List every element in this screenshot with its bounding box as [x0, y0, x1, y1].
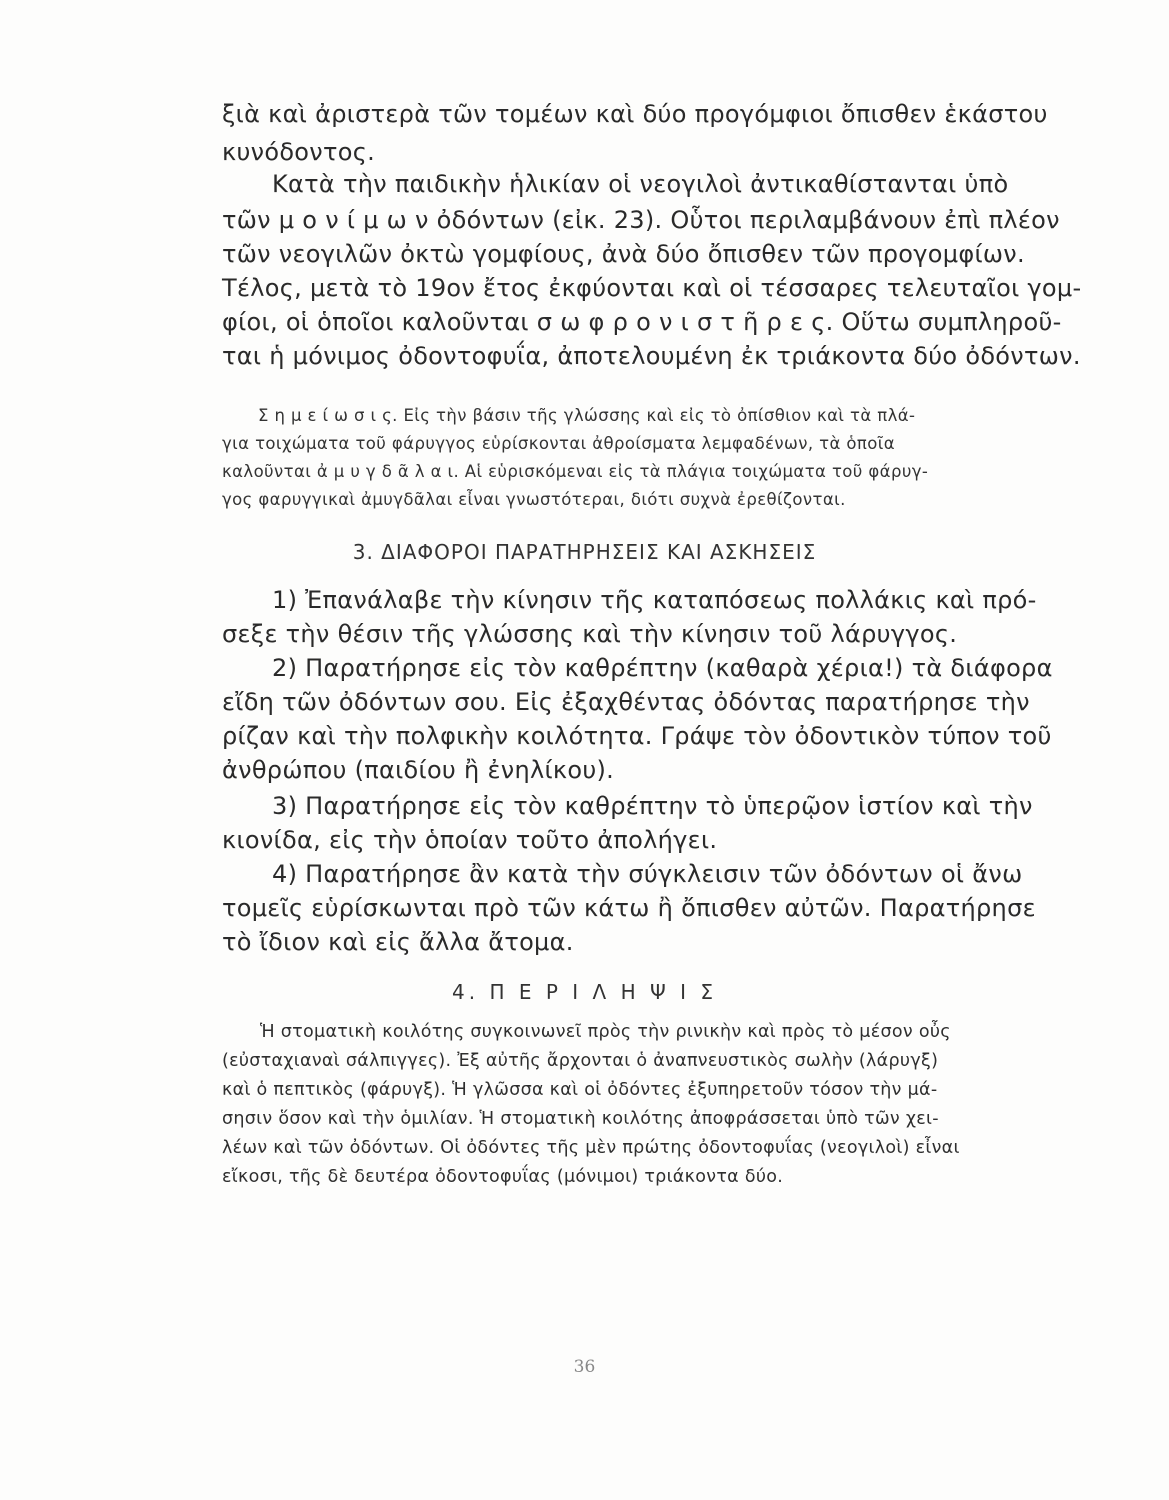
exercise-line: εἴδη τῶν ὀδόντων σου. Εἰς ἐξαχθέντας ὀδόντας παρατήρησε τὴν: [222, 688, 1030, 716]
exercise-line: ἀνθρώπου (παιδίου ἢ ἐνηλίκου).: [222, 756, 615, 784]
page-number: 36: [573, 1357, 596, 1377]
exercise-line: 3) Παρατήρησε εἰς τὸν καθρέπτην τὸ ὑπερῷον ἱστίον καὶ τὴν: [272, 792, 1033, 820]
exercise-line: τὸ ἴδιον καὶ εἰς ἄλλα ἄτομα.: [222, 928, 574, 956]
text-line: Τέλος, μετὰ τὸ 19ον ἔτος ἐκφύονται καὶ οἱ τέσσαρες τελευταῖοι γομ-: [222, 274, 1082, 302]
text-line: καὶ ὁ πεπτικὸς (φάρυγξ). Ἡ γλῶσσα καὶ οἱ ὀδόντες ἐξυπηρετοῦν τόσον τὴν μά-: [222, 1080, 938, 1100]
text-line: φίοι, οἱ ὁποῖοι καλοῦνται σ ω φ ρ ο ν ι σ τ ῆ ρ ε ς. Οὕτω συμπληροῦ-: [222, 308, 1062, 336]
text-line: για τοιχώματα τοῦ φάρυγγος εὑρίσκονται ἀθροίσματα λεμφαδένων, τὰ ὁποῖα: [222, 434, 896, 453]
exercise-line: τομεῖς εὑρίσκωνται πρὸ τῶν κάτω ἢ ὄπισθεν αὐτῶν. Παρατήρησε: [222, 894, 1036, 922]
text-line: κυνόδοντος.: [222, 138, 376, 166]
section3-heading: 3. ΔΙΑΦΟΡΟΙ ΠΑΡΑΤΗΡΗΣΕΙΣ ΚΑΙ ΑΣΚΗΣΕΙΣ: [352, 540, 817, 564]
text-line: ται ἡ μόνιμος ὀδοντοφυΐα, ἀποτελουμένη ἐκ τριάκοντα δύο ὀδόντων.: [222, 342, 1081, 370]
text-line: σησιν ὅσον καὶ τὴν ὁμιλίαν. Ἡ στοματικὴ κοιλότης ἀποφράσσεται ὑπὸ τῶν χει-: [222, 1109, 939, 1129]
text-line: τῶν μ ο ν ί μ ω ν ὀδόντων (εἰκ. 23). Οὗτοι περιλαμβάνουν ἐπὶ πλέον: [222, 206, 1060, 234]
text-line: γος φαρυγγικαὶ ἀμυγδᾶλαι εἶναι γνωστότεραι, διότι συχνὰ ἐρεθίζονται.: [222, 490, 846, 509]
exercise-line: 1) Ἐπανάλαβε τὴν κίνησιν τῆς καταπόσεως πολλάκις καὶ πρό-: [272, 586, 1037, 614]
exercise-line: 4) Παρατήρησε ἂν κατὰ τὴν σύγκλεισιν τῶν ὀδόντων οἱ ἄνω: [272, 860, 1023, 888]
text-line: Ἡ στοματικὴ κοιλότης συγκοινωνεῖ πρὸς τὴν ρινικὴν καὶ πρὸς τὸ μέσον οὖς: [260, 1022, 951, 1042]
text-line: Σ η μ ε ί ω σ ι ς. Εἰς τὴν βάσιν τῆς γλώσσης καὶ εἰς τὸ ὀπίσθιον καὶ τὰ πλά-: [258, 406, 916, 425]
exercise-line: ρίζαν καὶ τὴν πολφικὴν κοιλότητα. Γράψε τὸν ὀδοντικὸν τύπον τοῦ: [222, 722, 1052, 750]
text-line: ξιὰ καὶ ἀριστερὰ τῶν τομέων καὶ δύο προγόμφιοι ὄπισθεν ἑκάστου: [222, 100, 1048, 128]
exercise-line: σεξε τὴν θέσιν τῆς γλώσσης καὶ τὴν κίνησιν τοῦ λάρυγγος.: [222, 620, 958, 648]
text-line: τῶν νεογιλῶν ὀκτὼ γομφίους, ἀνὰ δύο ὄπισθεν τῶν προγομφίων.: [222, 240, 1025, 268]
text-line: (εὐσταχιαναὶ σάλπιγγες). Ἐξ αὐτῆς ἄρχονται ὁ ἀναπνευστικὸς σωλὴν (λάρυγξ): [222, 1051, 939, 1071]
section4-heading: 4. Π Ε Ρ Ι Λ Η Ψ Ι Σ: [452, 980, 717, 1004]
exercise-line: 2) Παρατήρησε εἰς τὸν καθρέπτην (καθαρὰ χέρια!) τὰ διάφορα: [272, 654, 1053, 682]
exercise-line: κιονίδα, εἰς τὴν ὁποίαν τοῦτο ἀπολήγει.: [222, 826, 718, 854]
text-line: Κατὰ τὴν παιδικὴν ἡλικίαν οἱ νεογιλοὶ ἀντικαθίστανται ὑπὸ: [272, 170, 1009, 198]
text-line: εἴκοσι, τῆς δὲ δευτέρα ὀδοντοφυΐας (μόνιμοι) τριάκοντα δύο.: [222, 1167, 784, 1187]
text-line: λέων καὶ τῶν ὀδόντων. Οἱ ὀδόντες τῆς μὲν πρώτης ὀδοντοφυΐας (νεογιλοὶ) εἶναι: [222, 1138, 960, 1158]
text-line: καλοῦνται ἀ μ υ γ δ ᾶ λ α ι. Αἱ εὑρισκόμεναι εἰς τὰ πλάγια τοιχώματα τοῦ φάρυγ-: [222, 462, 929, 481]
